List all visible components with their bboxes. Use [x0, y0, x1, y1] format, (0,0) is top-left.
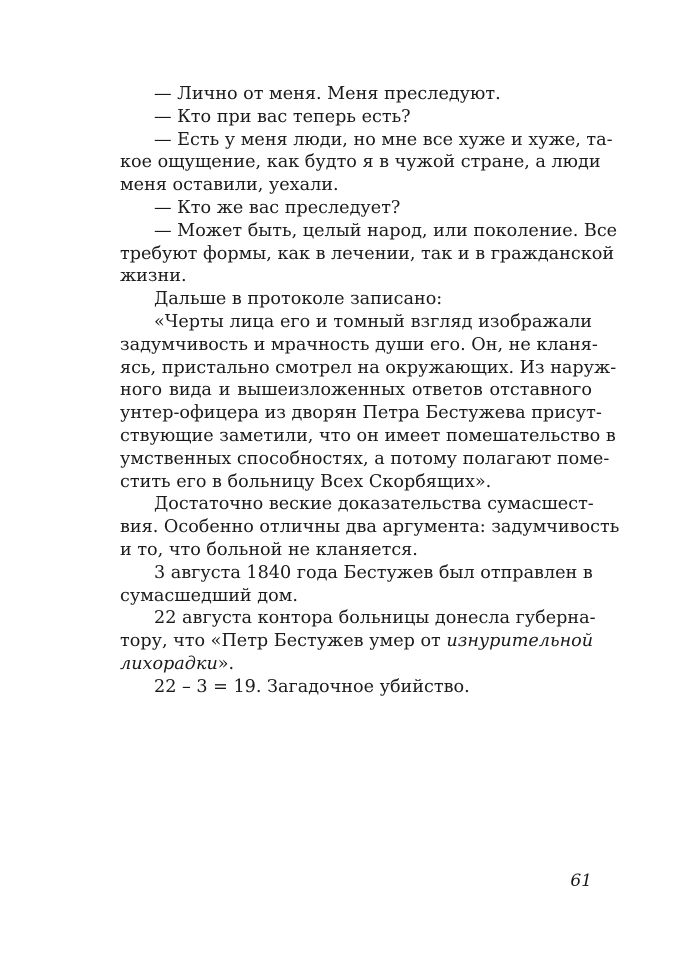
text-line: — Кто же вас преследует?: [154, 197, 401, 218]
text-line: стить его в больницу Всех Скорбящих».: [120, 471, 492, 492]
text-line: ного вида и вышеизложенных ответов отставного: [120, 380, 592, 401]
text-line: и то, что больной не кланяется.: [120, 539, 418, 560]
text-line: — Есть у меня люди, но мне все хуже и хуже, та-: [154, 129, 613, 150]
text-line: ствующие заметили, что он имеет помешательство в: [120, 425, 616, 446]
text-line: унтер-офицера из дворян Петра Бестужева присут-: [120, 403, 602, 424]
text-line: Достаточно веские доказательства сумасшест-: [154, 494, 594, 515]
text-line: — Кто при вас теперь есть?: [154, 106, 411, 127]
italic-text-run: изнурительной: [446, 631, 594, 652]
text-line: умственных способностях, а потому полагают поме-: [120, 448, 610, 469]
text-line: задумчивость и мрачность души его. Он, не кланя-: [120, 334, 598, 355]
text-line: вия. Особенно отличны два аргумента: задумчивость: [120, 517, 620, 538]
text-line-mixed: [120, 653, 592, 676]
text-line: жизни.: [120, 266, 187, 287]
text-line: — Лично от меня. Меня преследуют.: [154, 84, 501, 104]
text-line: Дальше в протоколе записано:: [154, 289, 443, 310]
text-line: «Черты лица его и томный взгляд изображали: [154, 311, 592, 332]
italic-text-run: лихорадки: [120, 653, 218, 674]
text-line: 22 – 3 = 19. Загадочное убийство.: [154, 676, 470, 697]
text-line: сумасшедший дом.: [120, 585, 298, 606]
text-line: 3 августа 1840 года Бестужев был отправлен в: [154, 562, 593, 583]
text-line-mixed: [120, 630, 592, 653]
text-line: кое ощущение, как будто я в чужой стране, а люди: [120, 152, 601, 173]
text-line: — Может быть, целый народ, или поколение. Все: [154, 220, 618, 241]
page-number: 61: [570, 871, 592, 891]
text-run: ».: [217, 653, 235, 674]
body-text: [120, 83, 620, 699]
text-run: тору, что «Петр Бестужев умер от: [120, 631, 447, 652]
text-line: 22 августа контора больницы донесла губерна-: [154, 608, 596, 629]
text-line: ясь, пристально смотрел на окружающих. Из наруж-: [120, 357, 617, 378]
text-line: требуют формы, как в лечении, так и в гражданской: [120, 243, 615, 264]
text-line: меня оставили, уехали.: [120, 175, 339, 196]
